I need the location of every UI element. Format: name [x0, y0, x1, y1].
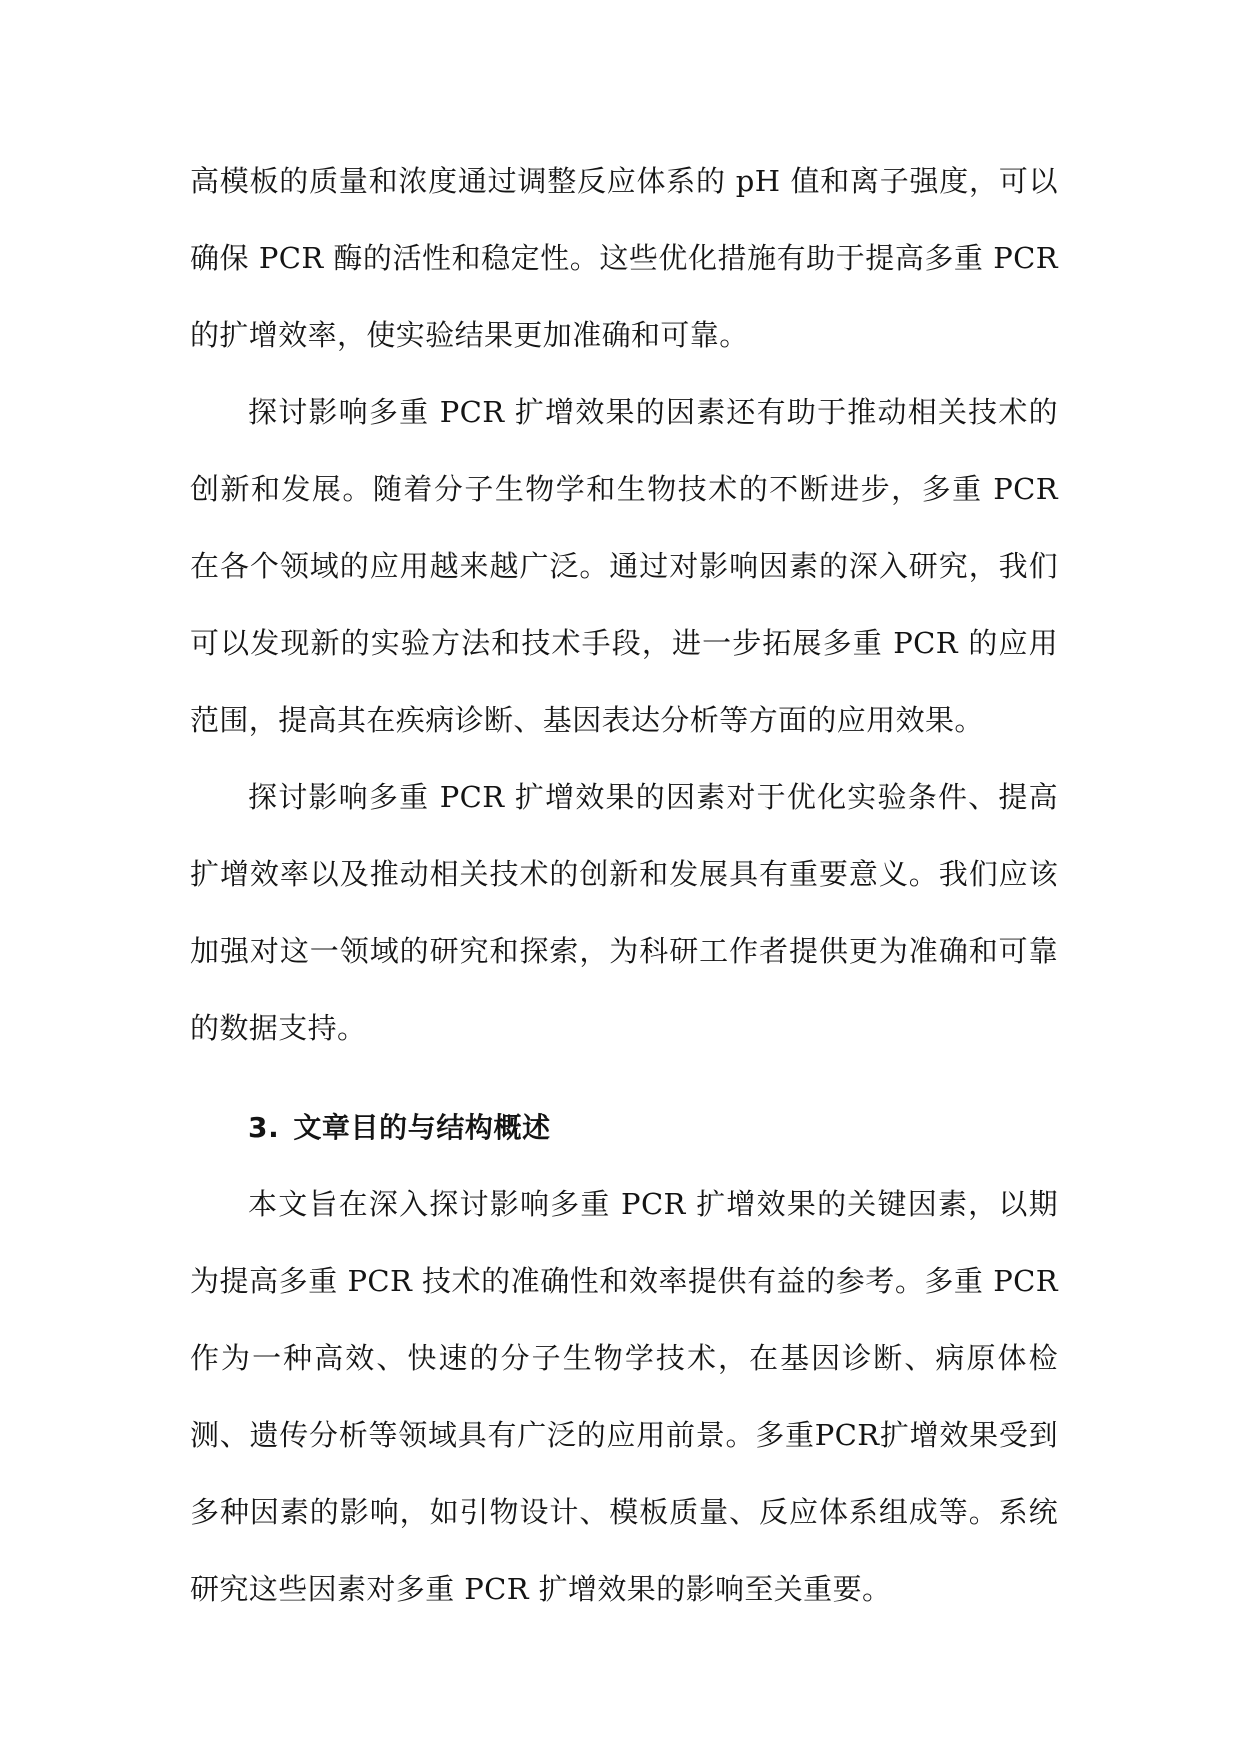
paragraph-significance: 探讨影响多重 PCR 扩增效果的因素对于优化实验条件、提高扩增效率以及推动相关技术的创新和发展具有重要意义。我们应该加强对这一领域的研究和探索，为科研工作者提供更为准确和可靠的数据支持。: [190, 780, 1058, 1045]
section-number: 3.: [248, 1111, 280, 1144]
section-title: 文章目的与结构概述: [293, 1111, 551, 1144]
section-heading: [190, 1089, 1058, 1166]
paragraph-continuation: 高模板的质量和浓度通过调整反应体系的 pH 值和离子强度，可以确保 PCR 酶的活性和稳定性。这些优化措施有助于提高多重 PCR 的扩增效率，使实验结果更加准确和可靠。: [190, 164, 1058, 352]
paragraph-innovation: 探讨影响多重 PCR 扩增效果的因素还有助于推动相关技术的创新和发展。随着分子生物学和生物技术的不断进步，多重 PCR 在各个领域的应用越来越广泛。通过对影响因素的深入研究，我们可以发现新的实验方法和技术手段，进一步拓展多重 PCR 的应用范围，提高其在疾病诊断、基因表达分析等方面的应用效果。: [190, 395, 1058, 737]
document-body: [190, 143, 1058, 1628]
paragraph-purpose: 本文旨在深入探讨影响多重 PCR 扩增效果的关键因素，以期为提高多重 PCR 技术的准确性和效率提供有益的参考。多重 PCR 作为一种高效、快速的分子生物学技术，在基因诊断、病原体检测、遗传分析等领域具有广泛的应用前景。多重PCR扩增效果受到多种因素的影响，如引物设计、模板质量、反应体系组成等。系统研究这些因素对多重 PCR 扩增效果的影响至关重要。: [190, 1187, 1058, 1606]
